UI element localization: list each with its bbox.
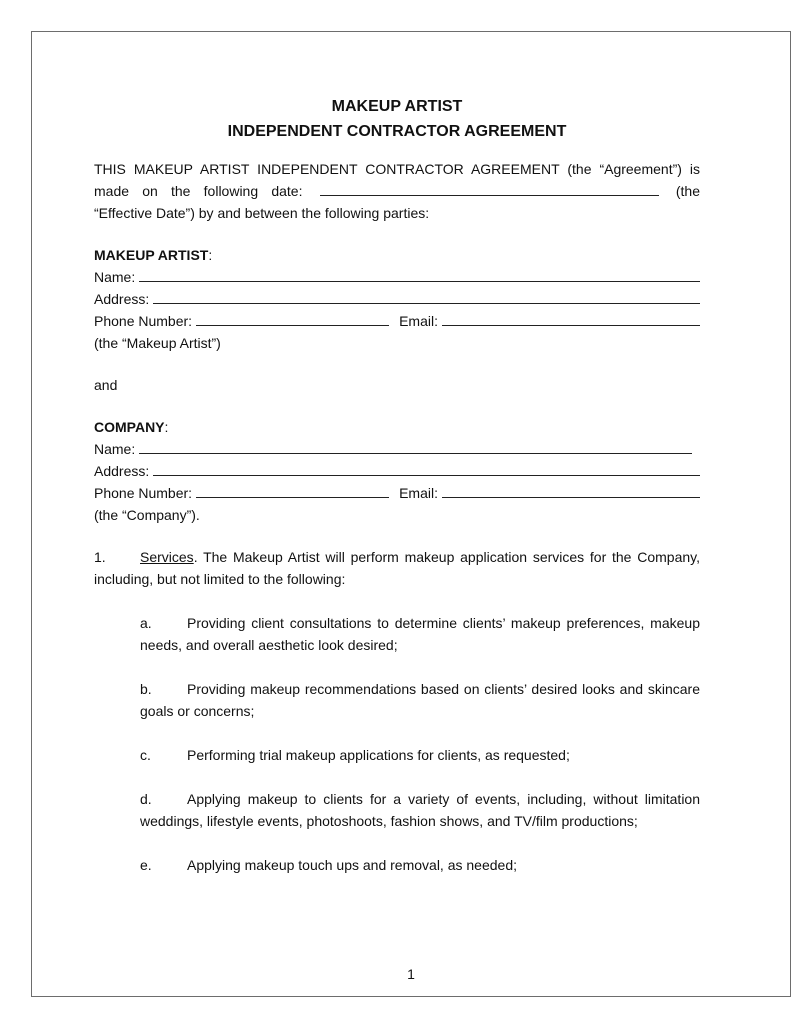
intro-text-1: THIS MAKEUP ARTIST INDEPENDENT CONTRACTOR AGREEMENT (the “Agreement”) is made on the following date: xyxy=(94,161,700,199)
company-heading-colon: : xyxy=(164,419,169,435)
company-party-block xyxy=(94,416,700,526)
list-item xyxy=(140,854,700,876)
section-1-number: 1. xyxy=(94,549,106,565)
list-item xyxy=(140,788,700,832)
artist-address-blank[interactable] xyxy=(153,289,700,304)
item-d-text: Applying makeup to clients for a variety of events, including, without limitation weddings, lifestyle events, photoshoots, fashion shows, and TV/film productions; xyxy=(140,791,700,829)
company-designation: (the “Company”). xyxy=(94,507,200,523)
company-email-blank[interactable] xyxy=(442,483,700,498)
company-name-blank[interactable] xyxy=(139,439,692,454)
artist-name-blank[interactable] xyxy=(139,267,700,282)
section-1-services xyxy=(94,546,700,590)
document-page xyxy=(31,31,791,997)
title-line-2: INDEPENDENT CONTRACTOR AGREEMENT xyxy=(227,123,567,140)
artist-party-block xyxy=(94,244,700,354)
company-name-label: Name: xyxy=(94,441,136,457)
company-address-label: Address: xyxy=(94,463,150,479)
artist-address-label: Address: xyxy=(94,291,150,307)
artist-phone-label: Phone Number: xyxy=(94,313,193,329)
company-email-label: Email: xyxy=(399,485,438,501)
artist-contact-row xyxy=(94,310,700,332)
intro-text-2: (the “Effective Date”) by and between the following parties: xyxy=(94,183,700,221)
intro-paragraph xyxy=(94,158,700,224)
item-c-letter: c. xyxy=(140,747,151,763)
document-title xyxy=(94,94,700,144)
company-name-row xyxy=(94,438,700,460)
item-a-text: Providing client consultations to determine clients’ makeup preferences, makeup needs, and overall aesthetic look desired; xyxy=(140,615,700,653)
artist-email-label: Email: xyxy=(399,313,438,329)
company-contact-row xyxy=(94,482,700,504)
list-item xyxy=(140,744,700,766)
artist-email-blank[interactable] xyxy=(442,311,700,326)
artist-name-row xyxy=(94,266,700,288)
artist-phone-blank[interactable] xyxy=(196,311,389,326)
and-text: and xyxy=(94,377,118,393)
item-d-letter: d. xyxy=(140,791,152,807)
item-e-letter: e. xyxy=(140,857,152,873)
title-line-1: MAKEUP ARTIST xyxy=(331,98,463,115)
list-item xyxy=(140,678,700,722)
artist-heading-colon: : xyxy=(208,247,213,263)
document-body xyxy=(94,94,700,876)
page-number: 1 xyxy=(407,966,415,982)
artist-heading: MAKEUP ARTIST xyxy=(94,247,209,263)
artist-name-label: Name: xyxy=(94,269,136,285)
item-c-text: Performing trial makeup applications for clients, as requested; xyxy=(187,747,570,763)
company-heading: COMPANY xyxy=(94,419,165,435)
item-b-text: Providing makeup recommendations based on clients’ desired looks and skincare goals or concerns; xyxy=(140,681,700,719)
company-phone-blank[interactable] xyxy=(196,483,389,498)
item-e-text: Applying makeup touch ups and removal, as needed; xyxy=(187,857,517,873)
effective-date-blank[interactable] xyxy=(320,183,659,196)
item-a-letter: a. xyxy=(140,615,152,631)
section-1-heading: Services xyxy=(140,549,194,565)
list-item xyxy=(140,612,700,656)
company-phone-label: Phone Number: xyxy=(94,485,193,501)
artist-address-row xyxy=(94,288,700,310)
company-address-row xyxy=(94,460,700,482)
artist-designation: (the “Makeup Artist”) xyxy=(94,335,221,351)
section-1-text: . The Makeup Artist will perform makeup application services for the Company, including, but not limited to the following: xyxy=(94,549,700,587)
company-address-blank[interactable] xyxy=(153,461,700,476)
item-b-letter: b. xyxy=(140,681,152,697)
